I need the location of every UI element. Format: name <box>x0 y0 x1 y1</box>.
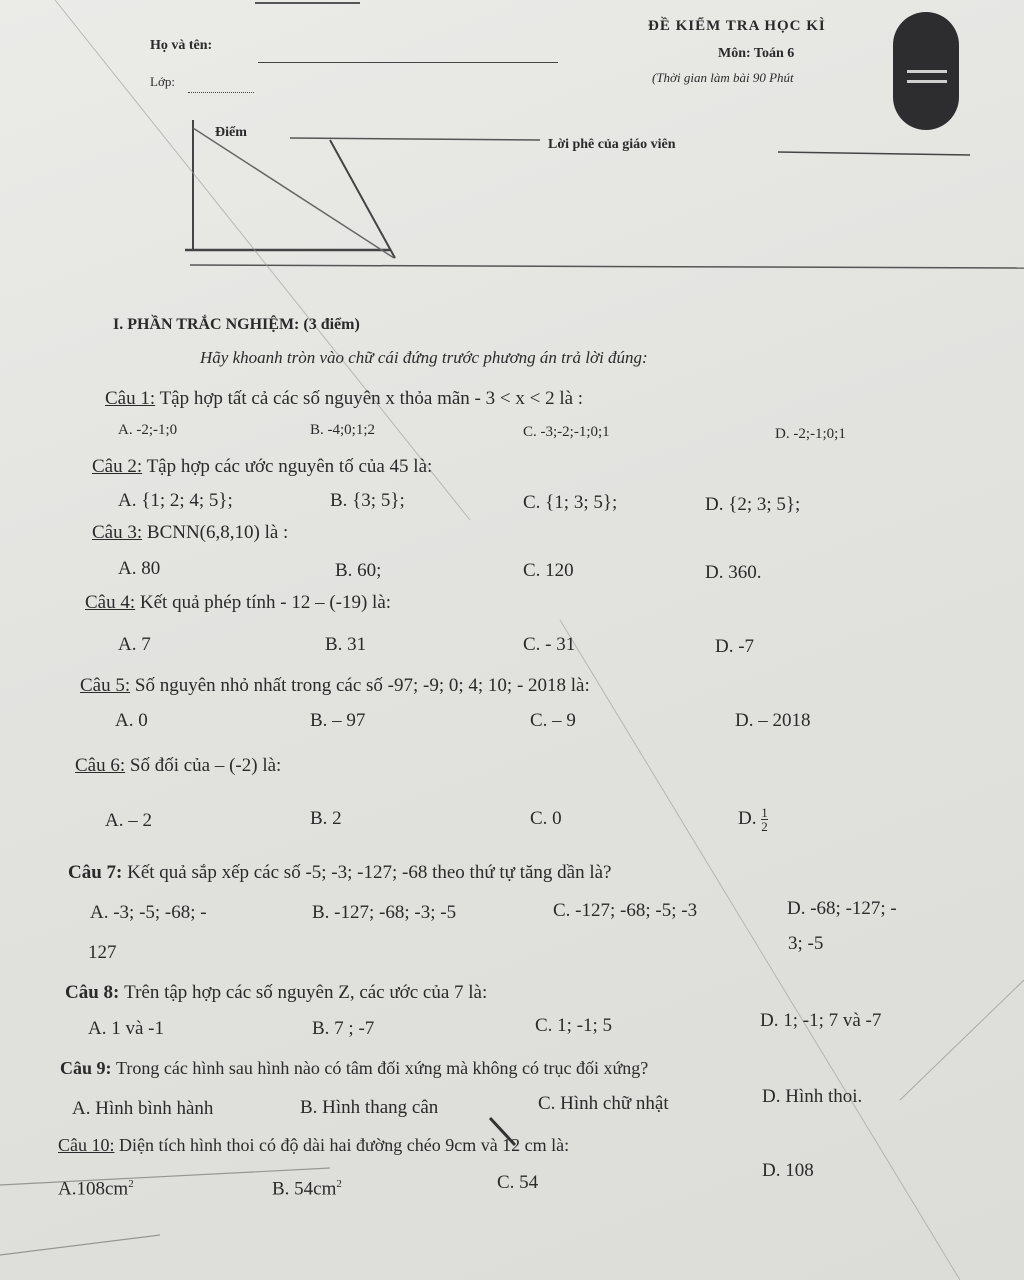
option-b-text: B. 54cm <box>272 1178 337 1200</box>
question-3 <box>92 522 288 544</box>
crack-line-5 <box>900 980 1024 1100</box>
option-a-continued: 127 <box>88 942 117 963</box>
name-line <box>258 62 558 63</box>
option-d-letter: D. <box>738 807 757 829</box>
option-a[interactable]: A. -2;-1;0 <box>118 422 178 438</box>
option-d[interactable] <box>738 806 768 833</box>
exam-time: (Thời gian làm bài 90 Phút <box>652 70 794 85</box>
option-a[interactable]: A. 0 <box>115 710 148 731</box>
option-a[interactable]: A. 1 và -1 <box>88 1018 164 1039</box>
question-5 <box>80 675 590 697</box>
question-8 <box>65 982 487 1004</box>
menu-bar <box>907 70 947 73</box>
option-c[interactable]: C. 54 <box>497 1172 539 1193</box>
score-label: Điểm <box>215 125 247 140</box>
question-label: Câu 2: <box>92 456 143 477</box>
option-b[interactable]: B. – 97 <box>310 710 366 731</box>
score-slash <box>193 128 394 258</box>
option-d[interactable]: D. {2; 3; 5}; <box>705 494 801 515</box>
menu-icon[interactable] <box>893 12 959 130</box>
section-instruction: Hãy khoanh tròn vào chữ cái đứng trước phương án trả lời đúng: <box>200 348 648 367</box>
question-label: Câu 5: <box>80 675 131 696</box>
menu-bar <box>907 80 947 83</box>
crack-line-4 <box>0 1235 160 1255</box>
option-c[interactable]: C. 0 <box>530 808 562 829</box>
question-text: Kết quả phép tính - 12 – (-19) là: <box>139 592 392 613</box>
option-d[interactable]: D. -68; -127; - <box>787 898 897 919</box>
option-a[interactable] <box>58 1178 134 1200</box>
question-label: Câu 9: <box>60 1058 112 1078</box>
question-7 <box>68 862 612 884</box>
question-text: Kết quả sắp xếp các số -5; -3; -127; -68 theo thứ tự tăng dần là? <box>127 862 612 883</box>
question-label: Câu 3: <box>92 522 143 543</box>
fraction-numerator: 1 <box>761 805 768 820</box>
option-b[interactable]: B. 60; <box>335 560 382 581</box>
section-title: I. PHẦN TRẮC NGHIỆM: (3 điểm) <box>113 316 360 333</box>
option-b[interactable]: B. -127; -68; -3; -5 <box>312 902 457 923</box>
option-d[interactable]: D. Hình thoi. <box>762 1086 863 1107</box>
option-b[interactable]: B. Hình thang cân <box>300 1097 439 1118</box>
question-1 <box>105 388 583 410</box>
question-text: Tập hợp các ước nguyên tố của 45 là: <box>146 456 433 477</box>
question-label: Câu 8: <box>65 982 120 1003</box>
option-c[interactable]: C. {1; 3; 5}; <box>523 492 618 513</box>
superscript: 2 <box>336 1178 342 1190</box>
option-a[interactable]: A. – 2 <box>105 810 152 831</box>
comment-line <box>778 152 970 155</box>
question-label: Câu 6: <box>75 755 126 776</box>
question-2 <box>92 456 432 478</box>
class-label: Lớp: <box>150 74 175 89</box>
question-10 <box>58 1135 569 1156</box>
option-a[interactable]: A. 80 <box>118 558 161 579</box>
question-text: Diện tích hình thoi có độ dài hai đường chéo 9cm và 12 cm là: <box>119 1135 570 1155</box>
option-a[interactable]: A. {1; 2; 4; 5}; <box>118 490 233 511</box>
exam-subject: Môn: Toán 6 <box>718 46 795 61</box>
option-d-continued: 3; -5 <box>788 933 824 954</box>
name-label: Họ và tên: <box>150 38 213 53</box>
comment-label: Lời phê của giáo viên <box>548 137 676 152</box>
question-label: Câu 1: <box>105 388 156 409</box>
question-9 <box>60 1058 648 1079</box>
option-d[interactable]: D. – 2018 <box>735 710 811 731</box>
option-c[interactable]: C. - 31 <box>523 634 576 655</box>
score-top-line <box>290 138 540 140</box>
option-c[interactable]: C. – 9 <box>530 710 576 731</box>
option-d[interactable]: D. -7 <box>715 636 755 657</box>
option-a[interactable]: A. -3; -5; -68; - <box>90 902 207 923</box>
option-c[interactable]: C. -127; -68; -5; -3 <box>553 900 698 921</box>
option-b[interactable]: B. 31 <box>325 634 367 655</box>
option-a[interactable]: A. Hình bình hành <box>72 1098 214 1119</box>
option-b[interactable]: B. 2 <box>310 808 342 829</box>
crack-line-1 <box>55 0 470 520</box>
question-label: Câu 10: <box>58 1135 115 1155</box>
fraction-denominator: 2 <box>761 819 768 834</box>
question-text: Số đối của – (-2) là: <box>129 755 282 776</box>
question-6 <box>75 755 281 777</box>
option-b[interactable] <box>272 1178 342 1200</box>
option-d[interactable]: D. 360. <box>705 562 762 583</box>
option-b[interactable]: B. 7 ; -7 <box>312 1018 375 1039</box>
option-b[interactable]: B. -4;0;1;2 <box>310 422 376 438</box>
option-d[interactable]: D. 108 <box>762 1160 814 1181</box>
option-c[interactable]: C. -3;-2;-1;0;1 <box>523 424 610 440</box>
option-d[interactable]: D. 1; -1; 7 và -7 <box>760 1010 882 1031</box>
question-label: Câu 7: <box>68 862 123 883</box>
question-text: Trong các hình sau hình nào có tâm đối xứng mà không có trục đối xứng? <box>116 1058 649 1078</box>
question-text: Số nguyên nhỏ nhất trong các số -97; -9; 0; 4; 10; - 2018 là: <box>134 675 590 696</box>
question-4 <box>85 592 391 614</box>
option-c[interactable]: C. 120 <box>523 560 574 581</box>
box-rule <box>190 265 1024 268</box>
question-label: Câu 4: <box>85 592 136 613</box>
option-a-text: A.108cm <box>58 1178 129 1200</box>
superscript: 2 <box>128 1178 134 1190</box>
option-c[interactable]: C. Hình chữ nhật <box>538 1093 669 1114</box>
question-text: Tập hợp tất cả các số nguyên x thỏa mãn - 3 < x < 2 là : <box>159 388 584 409</box>
option-a[interactable]: A. 7 <box>118 634 151 655</box>
question-text: BCNN(6,8,10) là : <box>146 522 289 543</box>
question-text: Trên tập hợp các số nguyên Z, các ước của 7 là: <box>124 982 488 1003</box>
option-d[interactable]: D. -2;-1;0;1 <box>775 426 846 442</box>
exam-title: ĐỀ KIỂM TRA HỌC KÌ <box>648 18 826 34</box>
option-b[interactable]: B. {3; 5}; <box>330 490 405 511</box>
class-line <box>188 92 254 93</box>
score-slash-2 <box>330 140 395 258</box>
option-c[interactable]: C. 1; -1; 5 <box>535 1015 613 1036</box>
fraction <box>761 806 768 833</box>
